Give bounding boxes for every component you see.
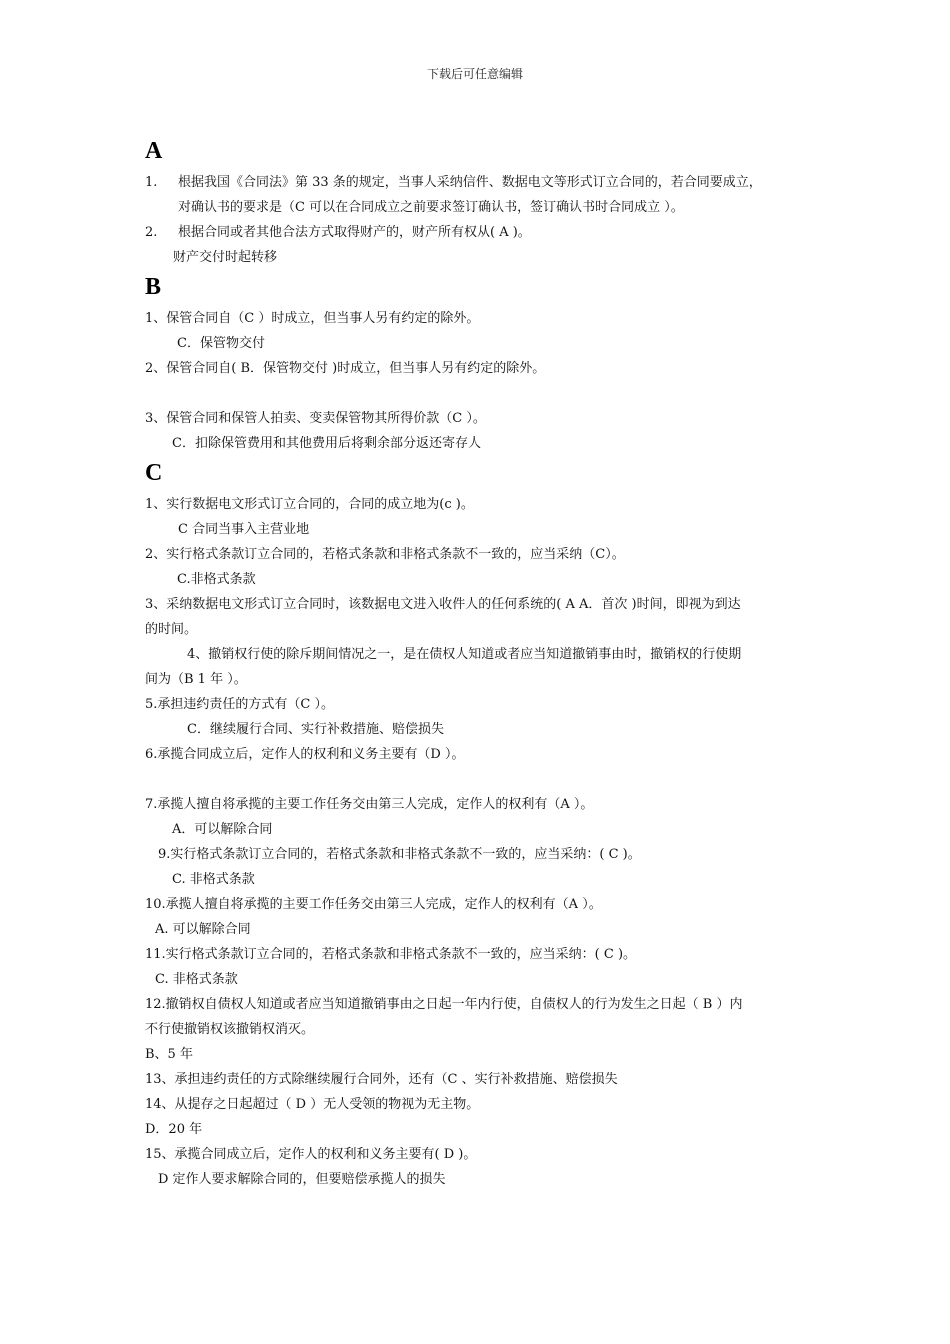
question-b3: 3、保管合同和保管人拍卖、变卖保管物其所得价款（C ）。 bbox=[145, 411, 486, 426]
question-c11: 11.实行格式条款订立合同的，若格式条款和非格式条款不一致的，应当采纳：( C )。 bbox=[145, 947, 637, 962]
question-c12-continued: 不行使撤销权该撤销权消灭。 bbox=[145, 1022, 315, 1037]
answer-c7: A．可以解除合同 bbox=[172, 822, 273, 837]
question-c5: 5.承担违约责任的方式有（C ）。 bbox=[145, 697, 334, 712]
blank-line bbox=[145, 767, 815, 792]
answer-c2: C.非格式条款 bbox=[177, 572, 256, 587]
answer-c14: D．20 年 bbox=[145, 1122, 203, 1137]
question-c3-continued: 的时间。 bbox=[145, 622, 198, 637]
section-heading-b: B bbox=[145, 274, 162, 300]
question-c13: 13、承担违约责任的方式除继续履行合同外，还有（C 、实行补救措施、赔偿损失 bbox=[145, 1072, 618, 1087]
question-c4-continued: 间为（B 1 年 ）。 bbox=[145, 672, 247, 687]
question-a1-continued: 对确认书的要求是（C 可以在合同成立之前要求签订确认书，签订确认书时合同成立 ）。 bbox=[178, 200, 684, 215]
answer-c15: D 定作人要求解除合同的，但要赔偿承揽人的损失 bbox=[158, 1172, 446, 1187]
question-b2: 2、保管合同自( B．保管物交付 )时成立，但当事人另有约定的除外。 bbox=[145, 361, 546, 376]
question-c12: 12.撤销权自债权人知道或者应当知道撤销事由之日起一年内行使，自债权人的行为发生之日起（ B ）内 bbox=[145, 997, 743, 1012]
section-heading-c: C bbox=[145, 460, 163, 486]
question-c10: 10.承揽人擅自将承揽的主要工作任务交由第三人完成，定作人的权利有（A ）。 bbox=[145, 897, 602, 912]
question-c2: 2、实行格式条款订立合同的，若格式条款和非格式条款不一致的，应当采纳（C）。 bbox=[145, 547, 625, 562]
answer-a2: 财产交付时起转移 bbox=[173, 250, 278, 265]
page-header: 下载后可任意编辑 bbox=[426, 67, 523, 81]
question-c6: 6.承揽合同成立后，定作人的权利和义务主要有（D ）。 bbox=[145, 747, 465, 762]
question-number: 2. bbox=[145, 225, 158, 240]
answer-c5: C．继续履行合同、实行补救措施、赔偿损失 bbox=[187, 722, 444, 737]
question-a1 bbox=[145, 170, 815, 195]
answer-b3: C．扣除保管费用和其他费用后将剩余部分返还寄存人 bbox=[172, 436, 481, 451]
question-a2 bbox=[145, 220, 815, 245]
question-c15: 15、承揽合同成立后，定作人的权利和义务主要有( D )。 bbox=[145, 1147, 477, 1162]
question-c3: 3、采纳数据电文形式订立合同时，该数据电文进入收件人的任何系统的( A A．首次 )时间，即视为到达 bbox=[145, 597, 741, 612]
question-number: 1. bbox=[145, 175, 158, 190]
question-c9: 9.实行格式条款订立合同的，若格式条款和非格式条款不一致的，应当采纳：( C )。 bbox=[158, 847, 641, 862]
question-b1: 1、保管合同自（C ）时成立，但当事人另有约定的除外。 bbox=[145, 311, 480, 326]
answer-c9: C. 非格式条款 bbox=[172, 872, 255, 887]
question-c14: 14、从提存之日起超过（ D ）无人受领的物视为无主物。 bbox=[145, 1097, 480, 1112]
section-heading-a: A bbox=[145, 138, 163, 164]
answer-c10: A. 可以解除合同 bbox=[155, 922, 251, 937]
answer-b1: C．保管物交付 bbox=[177, 336, 265, 351]
blank-line bbox=[145, 381, 815, 406]
answer-c11: C. 非格式条款 bbox=[155, 972, 238, 987]
answer-c1: C 合同当事入主营业地 bbox=[178, 522, 310, 537]
question-c7: 7.承揽人擅自将承揽的主要工作任务交由第三人完成，定作人的权利有（A ）。 bbox=[145, 797, 594, 812]
question-c1: 1、实行数据电文形式订立合同的，合同的成立地为(c )。 bbox=[145, 497, 474, 512]
answer-c12: B、5 年 bbox=[145, 1047, 193, 1062]
question-c4: 4、撤销权行使的除斥期间情况之一，是在债权人知道或者应当知道撤销事由时，撤销权的行使期 bbox=[187, 647, 742, 662]
question-text: 根据我国《合同法》第 33 条的规定，当事人采纳信件、数据电文等形式订立合同的，若合同要成立， bbox=[178, 175, 762, 190]
question-text: 根据合同或者其他合法方式取得财产的，财产所有权从( A )。 bbox=[178, 225, 531, 240]
document-body bbox=[145, 134, 815, 1192]
